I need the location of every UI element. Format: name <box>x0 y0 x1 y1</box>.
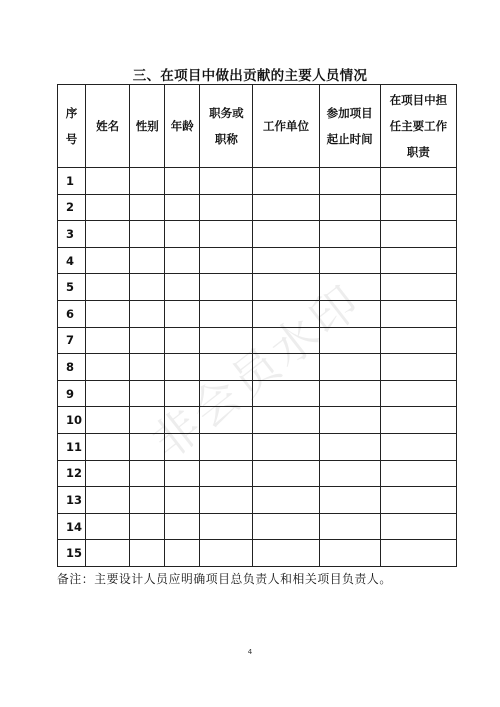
row-number: 12 <box>58 460 86 487</box>
table-cell[interactable] <box>319 460 380 487</box>
table-row <box>58 327 457 354</box>
table-cell[interactable] <box>253 354 319 381</box>
table-cell[interactable] <box>253 327 319 354</box>
table-cell[interactable] <box>319 513 380 540</box>
table-cell[interactable] <box>165 513 200 540</box>
table-cell[interactable] <box>86 221 130 248</box>
table-cell[interactable] <box>165 354 200 381</box>
page-number: 4 <box>247 648 253 656</box>
table-cell[interactable] <box>253 274 319 301</box>
row-number: 15 <box>58 540 86 567</box>
table-cell[interactable] <box>130 194 165 221</box>
table-cell[interactable] <box>380 433 456 460</box>
table-row <box>58 380 457 407</box>
table-cell[interactable] <box>319 300 380 327</box>
table-cell[interactable] <box>200 247 253 274</box>
table-cell[interactable] <box>319 327 380 354</box>
table-cell[interactable] <box>200 487 253 514</box>
table-cell[interactable] <box>319 274 380 301</box>
header-period: 参加项目 起止时间 <box>319 85 380 168</box>
table-cell[interactable] <box>86 168 130 195</box>
row-number: 4 <box>58 247 86 274</box>
table-cell[interactable] <box>253 247 319 274</box>
table-cell[interactable] <box>319 380 380 407</box>
table-cell[interactable] <box>319 194 380 221</box>
table-row <box>58 433 457 460</box>
header-gender: 性别 <box>130 85 165 168</box>
table-cell[interactable] <box>130 168 165 195</box>
table-cell[interactable] <box>86 407 130 434</box>
table-cell[interactable] <box>380 460 456 487</box>
table-row <box>58 513 457 540</box>
table-cell[interactable] <box>86 487 130 514</box>
table-cell[interactable] <box>86 247 130 274</box>
table-cell[interactable] <box>86 274 130 301</box>
table-cell[interactable] <box>165 194 200 221</box>
table-cell[interactable] <box>130 380 165 407</box>
table-row <box>58 247 457 274</box>
table-cell[interactable] <box>130 327 165 354</box>
table-cell[interactable] <box>130 407 165 434</box>
table-cell[interactable] <box>319 407 380 434</box>
table-cell[interactable] <box>319 433 380 460</box>
table-cell[interactable] <box>130 460 165 487</box>
table-cell[interactable] <box>380 168 456 195</box>
table-cell[interactable] <box>200 354 253 381</box>
table-row <box>58 274 457 301</box>
row-number: 2 <box>58 194 86 221</box>
header-employer: 工作单位 <box>253 85 319 168</box>
table-cell[interactable] <box>165 274 200 301</box>
table-cell[interactable] <box>319 540 380 567</box>
table-cell[interactable] <box>253 460 319 487</box>
table-cell[interactable] <box>86 354 130 381</box>
row-number: 10 <box>58 407 86 434</box>
table-row <box>58 194 457 221</box>
row-number: 8 <box>58 354 86 381</box>
table-cell[interactable] <box>200 194 253 221</box>
table-cell[interactable] <box>380 327 456 354</box>
table-cell[interactable] <box>130 487 165 514</box>
header-title: 职务或 职称 <box>200 85 253 168</box>
table-cell[interactable] <box>86 513 130 540</box>
table-cell[interactable] <box>200 540 253 567</box>
table-cell[interactable] <box>253 513 319 540</box>
members-table <box>57 84 457 567</box>
table-cell[interactable] <box>253 194 319 221</box>
footnote: 备注：主要设计人员应明确项目总负责人和相关项目负责人。 <box>57 572 392 586</box>
table-cell[interactable] <box>200 460 253 487</box>
row-number: 3 <box>58 221 86 248</box>
table-row <box>58 300 457 327</box>
table-cell[interactable] <box>253 168 319 195</box>
table-cell[interactable] <box>165 407 200 434</box>
table-cell[interactable] <box>200 274 253 301</box>
table-cell[interactable] <box>319 247 380 274</box>
row-number: 13 <box>58 487 86 514</box>
row-number: 5 <box>58 274 86 301</box>
header-seq: 序 号 <box>58 85 86 168</box>
table-cell[interactable] <box>165 460 200 487</box>
table-cell[interactable] <box>165 487 200 514</box>
table-cell[interactable] <box>380 354 456 381</box>
table-cell[interactable] <box>380 380 456 407</box>
table-cell[interactable] <box>380 300 456 327</box>
table-cell[interactable] <box>86 194 130 221</box>
table-cell[interactable] <box>253 300 319 327</box>
table-cell[interactable] <box>130 354 165 381</box>
table-cell[interactable] <box>130 513 165 540</box>
table-cell[interactable] <box>319 354 380 381</box>
table-cell[interactable] <box>380 221 456 248</box>
table-row <box>58 487 457 514</box>
table-cell[interactable] <box>86 540 130 567</box>
table-cell[interactable] <box>130 433 165 460</box>
row-number: 7 <box>58 327 86 354</box>
table-row <box>58 540 457 567</box>
table-cell[interactable] <box>165 540 200 567</box>
table-cell[interactable] <box>319 221 380 248</box>
table-cell[interactable] <box>86 380 130 407</box>
table-cell[interactable] <box>200 380 253 407</box>
table-row <box>58 221 457 248</box>
table-row <box>58 354 457 381</box>
table-cell[interactable] <box>253 407 319 434</box>
table-row <box>58 407 457 434</box>
table-cell[interactable] <box>86 327 130 354</box>
table-cell[interactable] <box>380 194 456 221</box>
row-number: 11 <box>58 433 86 460</box>
row-number: 14 <box>58 513 86 540</box>
table-cell[interactable] <box>380 247 456 274</box>
table-cell[interactable] <box>319 168 380 195</box>
table-cell[interactable] <box>253 380 319 407</box>
table-row <box>58 168 457 195</box>
table-cell[interactable] <box>86 300 130 327</box>
table-cell[interactable] <box>380 407 456 434</box>
table-cell[interactable] <box>130 221 165 248</box>
header-name: 姓名 <box>86 85 130 168</box>
table-cell[interactable] <box>380 487 456 514</box>
table-cell[interactable] <box>380 540 456 567</box>
table-cell[interactable] <box>130 274 165 301</box>
table-cell[interactable] <box>380 274 456 301</box>
table-cell[interactable] <box>253 487 319 514</box>
table-cell[interactable] <box>86 433 130 460</box>
table-cell[interactable] <box>253 221 319 248</box>
table-cell[interactable] <box>165 380 200 407</box>
table-cell[interactable] <box>200 513 253 540</box>
table-cell[interactable] <box>200 407 253 434</box>
watermark: 非会员水印 <box>141 273 372 470</box>
table-cell[interactable] <box>253 540 319 567</box>
table-cell[interactable] <box>130 540 165 567</box>
table-row <box>58 460 457 487</box>
table-cell[interactable] <box>165 247 200 274</box>
table-cell[interactable] <box>165 221 200 248</box>
table-cell[interactable] <box>200 168 253 195</box>
table-cell[interactable] <box>165 327 200 354</box>
table-cell[interactable] <box>200 221 253 248</box>
table-cell[interactable] <box>253 433 319 460</box>
table-cell[interactable] <box>130 247 165 274</box>
row-number: 9 <box>58 380 86 407</box>
header-age: 年龄 <box>165 85 200 168</box>
table-cell[interactable] <box>165 168 200 195</box>
table-cell[interactable] <box>200 300 253 327</box>
table-body <box>58 168 457 567</box>
table-header-row <box>58 85 457 168</box>
table-cell[interactable] <box>200 327 253 354</box>
table-cell[interactable] <box>380 513 456 540</box>
table-cell[interactable] <box>165 433 200 460</box>
table-cell[interactable] <box>130 300 165 327</box>
table-cell[interactable] <box>165 300 200 327</box>
page-title: 三、在项目中做出贡献的主要人员情况 <box>132 68 368 84</box>
header-duties: 在项目中担 任主要工作 职责 <box>380 85 456 168</box>
row-number: 1 <box>58 168 86 195</box>
table-cell[interactable] <box>200 433 253 460</box>
table-cell[interactable] <box>86 460 130 487</box>
row-number: 6 <box>58 300 86 327</box>
table-cell[interactable] <box>319 487 380 514</box>
